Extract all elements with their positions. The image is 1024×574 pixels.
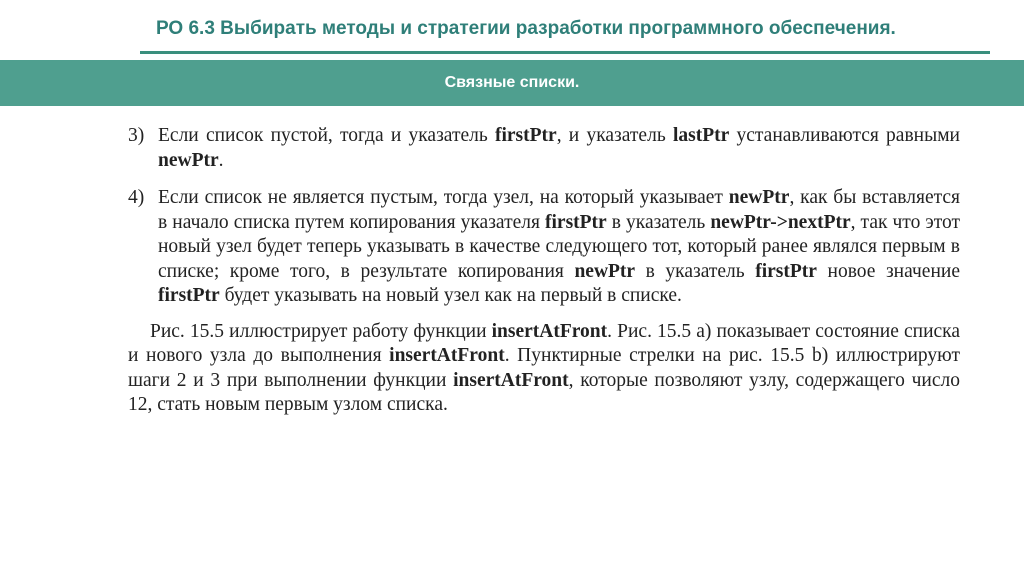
item-text: Если список пустой, тогда и указатель firstPtr, и указатель lastPtr устанавливаются равными newPtr. — [158, 125, 960, 171]
item-number: 3) — [128, 125, 145, 146]
description-paragraph: Рис. 15.5 иллюстрирует работу функции insertAtFront. Рис. 15.5 а) показывает состояние списка и нового узла до выполнения insertAtFront. Пунктирные стрелки на рис. 15.5 b) иллюстрируют шаги 2 и 3 при выполнении функции insertAtFront, которые позволяют узлу, содержащего число 12, стать новым первым узлом списка. — [128, 320, 960, 415]
item-text: Если список не является пустым, тогда узел, на который указывает newPtr, как бы вставляется в начало списка путем копирования указателя firstPtr в указатель newPtr->nextPtr, так что этот новый узел будет теперь указывать в качестве следующего тот, который ранее являлся первым в списке; кроме того, в результате копирования newPtr в указатель firstPtr новое значение firstPtr будет указывать на новый узел как на первый в списке. — [158, 187, 961, 306]
slide-title: РО 6.3 Выбирать методы и стратегии разработки программного обеспечения. — [156, 18, 896, 39]
section-title: Связные списки. — [444, 74, 580, 91]
list-item-4 — [128, 186, 960, 309]
list-item-3 — [128, 124, 960, 173]
slide-content — [128, 124, 960, 418]
title-underline — [140, 51, 990, 54]
item-number: 4) — [128, 187, 145, 208]
